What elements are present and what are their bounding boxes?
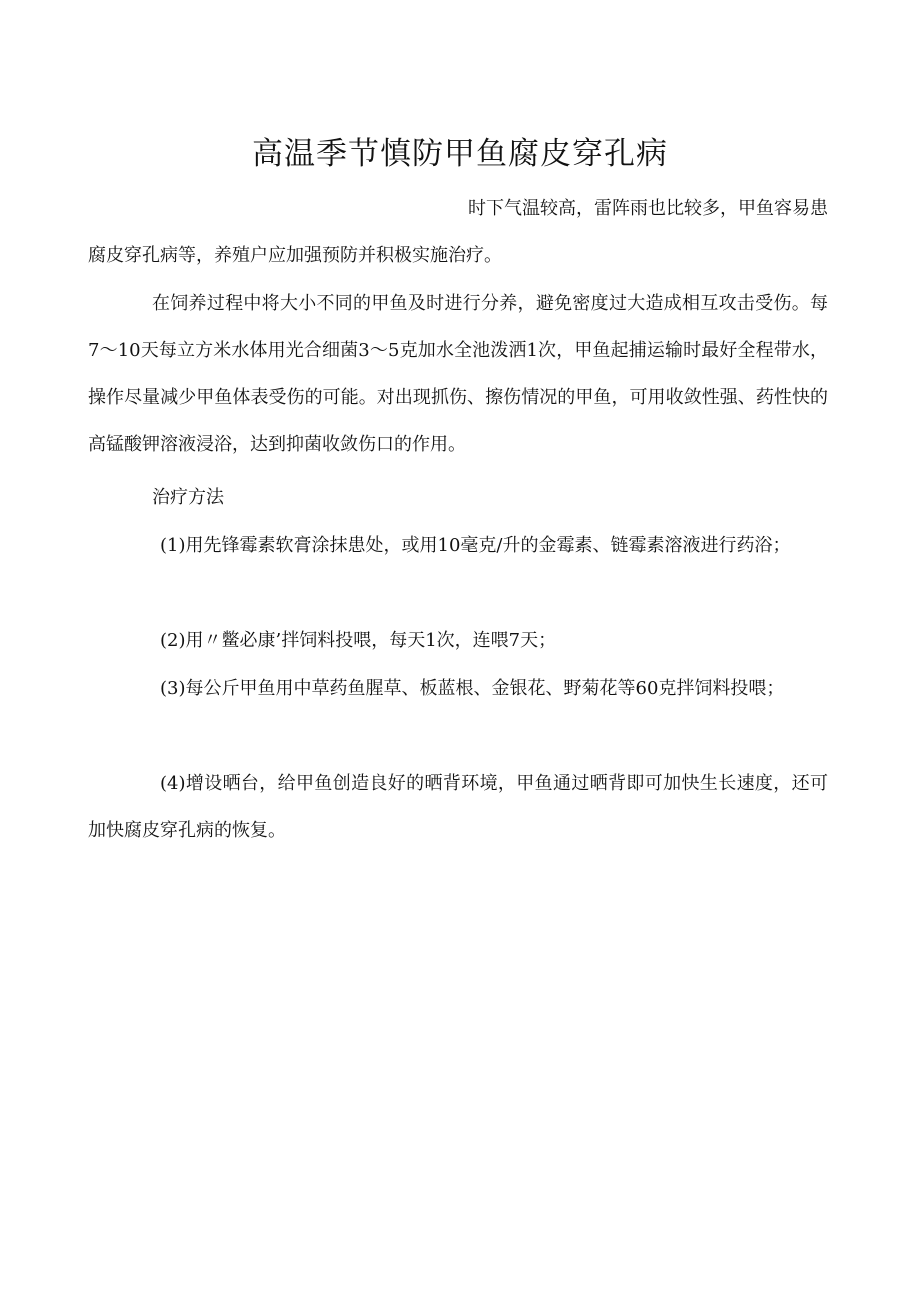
document-title: 高温季节慎防甲鱼腐皮穿孔病 xyxy=(252,136,668,172)
treatment-item-1: (1)用先锋霉素软膏涂抹患处，或用10毫克/升的金霉素、链霉素溶液进行药浴； xyxy=(160,535,791,556)
treatment-item-2: (2)用〃鳖必康’拌饲料投喂，每天1次，连喂7天； xyxy=(160,630,557,651)
prevention-paragraph: 在饲养过程中将大小不同的甲鱼及时进行分养，避免密度过大造成相互攻击受伤。每7～10天每立方米水体用光合细菌3～5克加水全池泼洒1次，甲鱼起捕运输时最好全程带水，操作尽量减少甲鱼体表受伤的可能。对出现抓伤、擦伤情况的甲鱼，可用收敛性强、药性快的高锰酸钾溶液浸浴，达到抑菌收敛伤口的作用。 xyxy=(88,293,828,455)
intro-paragraph: 时下气温较高，雷阵雨也比较多，甲鱼容易患腐皮穿孔病等，养殖户应加强预防并积极实施治疗。 xyxy=(88,198,828,266)
treatment-heading: 治疗方法 xyxy=(152,487,224,508)
treatment-item-3: (3)每公斤甲鱼用中草药鱼腥草、板蓝根、金银花、野菊花等60克拌饲料投喂； xyxy=(160,678,785,699)
treatment-item-4: (4)增设晒台，给甲鱼创造良好的晒背环境，甲鱼通过晒背即可加快生长速度，还可加快腐皮穿孔病的恢复。 xyxy=(88,773,828,841)
